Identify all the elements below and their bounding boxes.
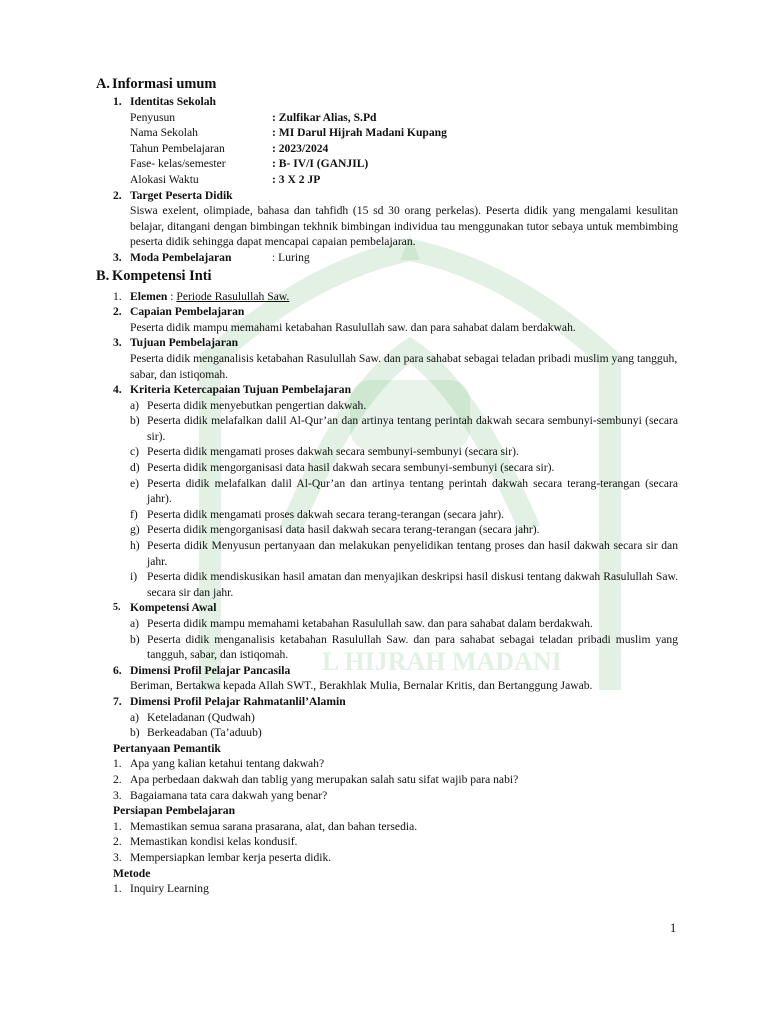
- list-item: [130, 569, 678, 600]
- list-marker: e): [130, 476, 140, 490]
- item-number: 6.: [113, 663, 122, 677]
- item-number: 4.: [113, 383, 122, 397]
- target-text: Siswa exelent, olimpiade, bahasa dan tahfidh (15 sd 30 orang perkelas). Peserta didik yang mengalami kesulitan belajar, ditangani dengan bimbingan tekhnik bimbingan individua tau menggunakan tutor sebaya untuk membimbing peserta didik sehingga dapat mencapai capaian pembelajaran.: [130, 204, 678, 249]
- list-marker: c): [130, 445, 140, 459]
- list-item: [130, 460, 678, 476]
- elemen-separator: :: [167, 289, 177, 303]
- kv-nama-sekolah: [130, 125, 678, 141]
- elemen-value: Periode Rasulullah Saw.: [176, 289, 290, 303]
- kv-fase: [130, 156, 678, 172]
- kriteria-list: [113, 398, 678, 601]
- list-marker: 2.: [113, 835, 122, 849]
- list-item: [113, 881, 678, 897]
- section-b-heading: [96, 266, 678, 286]
- section-b-letter: B.: [96, 267, 110, 284]
- section-a-letter: A.: [96, 76, 110, 92]
- section-a-title: Informasi umum: [112, 76, 217, 92]
- list-item: [130, 522, 678, 538]
- list-text: Peserta didik mendiskusikan hasil amatan dan menyajikan deskripsi hasil diskusi tentang dakwah Rasulullah Saw. secara sir dan jahr.: [147, 570, 678, 599]
- list-marker: 2.: [113, 772, 122, 786]
- kriteria-title: Kriteria Ketercapaian Tujuan Pembelajaran: [130, 383, 352, 397]
- moda-title: Moda Pembelajaran: [130, 250, 232, 264]
- kv-value: : MI Darul Hijrah Madani Kupang: [272, 126, 447, 140]
- page-number: 1: [670, 921, 677, 935]
- target-title: Target Peserta Didik: [130, 188, 233, 202]
- list-item: [130, 476, 678, 507]
- capaian-title: Capaian Pembelajaran: [130, 305, 245, 319]
- list-item: [130, 398, 678, 414]
- kv-value: : 2023/2024: [272, 141, 329, 155]
- watermark-text: L HIJRAH MADANI: [322, 647, 562, 676]
- list-text: Memastikan kondisi kelas kondusif.: [130, 835, 298, 849]
- list-marker: h): [130, 539, 140, 553]
- persiapan-list: [113, 819, 678, 866]
- list-item: [130, 538, 678, 569]
- identitas-table: [113, 110, 678, 188]
- metode-title: Metode: [113, 866, 151, 880]
- list-item: [130, 725, 678, 741]
- list-marker: g): [130, 523, 140, 537]
- list-marker: a): [130, 617, 140, 630]
- list-item: [130, 632, 678, 663]
- item-number: 7.: [113, 694, 122, 708]
- list-marker: b): [130, 414, 140, 428]
- pertanyaan-title: Pertanyaan Pemantik: [113, 741, 221, 755]
- kv-alokasi: [130, 172, 678, 188]
- item-number: 3.: [113, 336, 122, 350]
- moda-value: : Luring: [272, 250, 310, 264]
- list-item: [113, 850, 678, 866]
- item-number: 5.: [113, 602, 121, 614]
- identitas-item: [113, 94, 678, 110]
- kv-label: Alokasi Waktu: [130, 172, 199, 186]
- item-number: 1.: [113, 95, 122, 108]
- kv-tahun: [130, 141, 678, 157]
- list-item: [130, 616, 678, 632]
- list-marker: i): [130, 570, 138, 584]
- list-item: [113, 788, 678, 804]
- section-a-body: [113, 94, 678, 266]
- list-text: Peserta didik melafalkan dalil Al-Qur’an dan artinya tentang perintah dakwah secara terang-terangan (secara jahr).: [147, 476, 678, 506]
- list-text: Peserta didik menganalisis ketabahan Rasulullah Saw. dan para sahabat sebagai teladan pribadi muslim yang tangguh, sabar, dan istiqomah.: [147, 632, 678, 662]
- list-marker: b): [130, 632, 140, 646]
- list-item: [113, 772, 678, 788]
- elemen-item: [113, 289, 678, 305]
- list-marker: 1.: [113, 819, 122, 833]
- kv-value: : B- IV/I (GANJIL): [272, 157, 369, 171]
- kv-penyusun: [130, 110, 678, 126]
- list-text: Peserta didik mengorganisasi data hasil dakwah secara sembunyi-sembunyi (secara sir).: [147, 461, 555, 475]
- list-item: [130, 444, 678, 460]
- list-text: Berkeadaban (Ta’aduub): [147, 726, 262, 740]
- list-marker: b): [130, 726, 140, 740]
- kriteria-item: [113, 382, 678, 398]
- section-a-heading: [96, 74, 678, 94]
- identitas-title: Identitas Sekolah: [130, 95, 217, 108]
- list-item: [113, 756, 678, 772]
- list-text: Peserta didik mengamati proses dakwah secara sembunyi-sembunyi (secara sir).: [147, 445, 519, 459]
- list-text: Peserta didik menyebutkan pengertian dakwah.: [147, 398, 367, 412]
- item-number: 2.: [113, 188, 122, 202]
- list-marker: f): [130, 507, 138, 521]
- item-number: 2.: [113, 305, 122, 319]
- target-item: [113, 188, 678, 204]
- profil-rahmatan-item: [113, 694, 678, 710]
- list-text: Peserta didik mengorganisasi data hasil dakwah secara terang-terangan (secara jahr).: [147, 523, 540, 537]
- kv-label: Tahun Pembelajaran: [130, 141, 225, 155]
- list-item: [130, 413, 678, 444]
- list-marker: a): [130, 398, 140, 412]
- list-marker: 3.: [113, 850, 122, 864]
- moda-item: [113, 250, 678, 266]
- persiapan-title: Persiapan Pembelajaran: [113, 804, 236, 818]
- list-marker: a): [130, 710, 140, 724]
- kv-label: Penyusun: [130, 110, 176, 124]
- tujuan-item: [113, 335, 678, 351]
- list-text: Mempersiapkan lembar kerja peserta didik.: [130, 850, 332, 864]
- kv-value: : 3 X 2 JP: [272, 172, 321, 186]
- list-marker: 3.: [113, 788, 122, 802]
- kv-label: Fase- kelas/semester: [130, 157, 226, 171]
- capaian-item: [113, 304, 678, 320]
- profil-pancasila-item: [113, 663, 678, 679]
- list-marker: 1.: [113, 757, 122, 771]
- list-item: [130, 507, 678, 523]
- list-text: Apa perbedaan dakwah dan tablig yang merupakan salah satu sifat wajib para nabi?: [130, 772, 519, 786]
- list-text: Peserta didik melafalkan dalil Al-Qur’an dan artinya tentang perintah dakwah secara sembunyi-sembunyi (secara sir).: [147, 414, 678, 443]
- list-marker: d): [130, 461, 140, 475]
- profil-pancasila-text: Beriman, Bertakwa kepada Allah SWT., Berakhlak Mulia, Bernalar Kritis, dan Bertanggung Jawab.: [130, 679, 593, 693]
- list-marker: 1.: [113, 882, 122, 896]
- tujuan-title: Tujuan Pembelajaran: [130, 336, 239, 350]
- kompetensi-awal-list: [113, 616, 678, 663]
- profil-pancasila-title: Dimensi Profil Pelajar Pancasila: [130, 663, 291, 677]
- list-item: [113, 819, 678, 835]
- list-text: Keteladanan (Qudwah): [147, 710, 255, 724]
- kv-value: : Zulfikar Alias, S.Pd: [272, 110, 377, 124]
- list-text: Peserta didik mengamati proses dakwah secara terang-terangan (secara jahr).: [147, 507, 504, 521]
- list-item: [113, 834, 678, 850]
- section-b-body: [113, 289, 678, 897]
- list-item: [130, 710, 678, 726]
- section-b-title: Kompetensi Inti: [112, 267, 212, 284]
- document-content: [96, 74, 678, 897]
- item-number: 1.: [113, 289, 122, 303]
- list-text: Inquiry Learning: [130, 882, 209, 896]
- elemen-label: Elemen: [130, 289, 168, 303]
- list-text: Apa yang kalian ketahui tentang dakwah?: [130, 757, 325, 771]
- list-text: Memastikan semua sarana prasarana, alat, dan bahan tersedia.: [130, 819, 418, 833]
- list-text: Peserta didik Menyusun pertanyaan dan melakukan penyelidikan tentang proses dan hasil dakwah secara sir dan jahr.: [147, 539, 678, 568]
- kompetensi-awal-item: [113, 600, 678, 616]
- metode-list: [113, 881, 678, 897]
- kompetensi-awal-title: Kompetensi Awal: [130, 601, 217, 615]
- kv-label: Nama Sekolah: [130, 126, 198, 140]
- list-text: Bagaiamana tata cara dakwah yang benar?: [130, 788, 328, 802]
- tujuan-text: Peserta didik menganalisis ketabahan Rasulullah Saw. dan para sahabat sebagai teladan pribadi muslim yang tangguh, sabar, dan istiqomah.: [130, 351, 678, 381]
- pertanyaan-list: [113, 756, 678, 803]
- item-number: 3.: [113, 250, 122, 264]
- capaian-text: Peserta didik mampu memahami ketabahan Rasulullah saw. dan para sahabat dalam berdakwah.: [130, 320, 576, 334]
- profil-rahmatan-list: [113, 710, 678, 741]
- list-text: Peserta didik mampu memahami ketabahan Rasulullah saw. dan para sahabat dalam berdakwah.: [147, 617, 593, 630]
- profil-rahmatan-title: Dimensi Profil Pelajar Rahmatanlil’Alamin: [130, 694, 346, 708]
